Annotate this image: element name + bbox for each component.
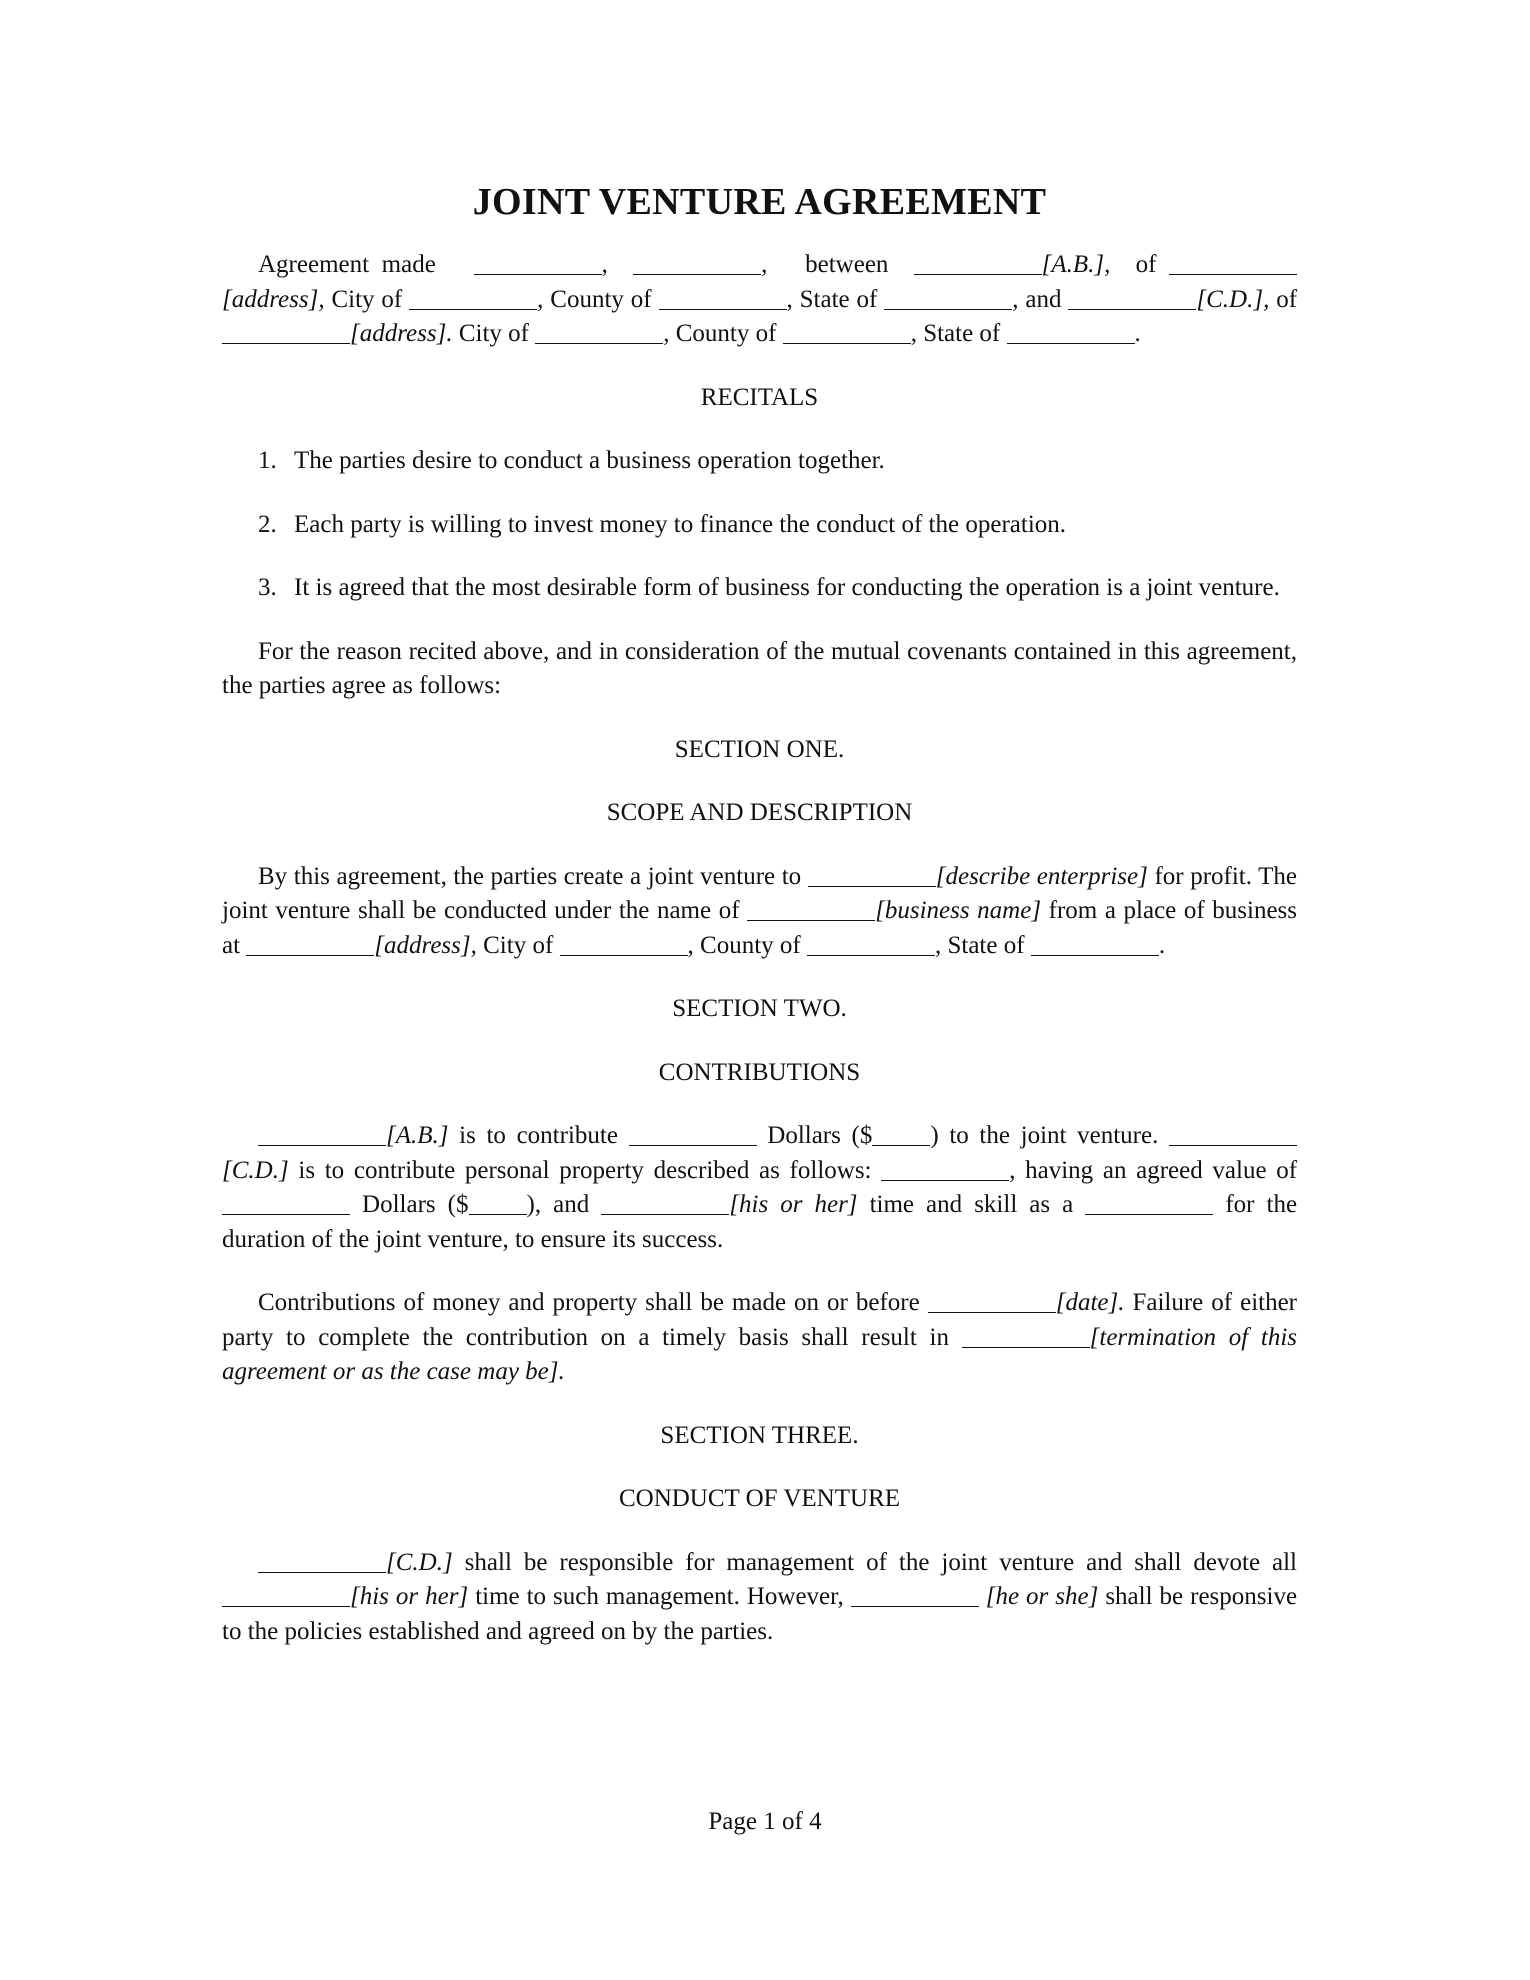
party-a-city-blank[interactable] bbox=[409, 283, 537, 310]
party-b-city-blank[interactable] bbox=[535, 317, 663, 344]
section-one-paragraph: By this agreement, the parties create a joint venture to [describe enterprise] for profit. The joint venture shall be conducted under the name of [business name] from a place of business at [address], City of , County of , State of . bbox=[222, 860, 1297, 964]
consequence-blank[interactable] bbox=[962, 1321, 1090, 1348]
property-value-number-blank[interactable] bbox=[469, 1188, 527, 1215]
section-three-paragraph: [C.D.] shall be responsible for management of the joint venture and shall devote all [his or her] time to such management. However, [he or she] shall be responsive to the policies established and agreed on by the parties. bbox=[222, 1546, 1297, 1650]
recitals-list bbox=[222, 444, 1297, 606]
role-blank[interactable] bbox=[1085, 1188, 1213, 1215]
recitals-closing: For the reason recited above, and in consideration of the mutual covenants contained in this agreement, the parties agree as follows: bbox=[222, 637, 1297, 699]
manager-pronoun-blank[interactable] bbox=[222, 1580, 350, 1607]
list-item: 3. It is agreed that the most desirable form of business for conducting the operation is a joint venture. bbox=[258, 574, 1280, 601]
section-two-number: SECTION TWO. bbox=[672, 995, 847, 1022]
section-three-title: CONDUCT OF VENTURE bbox=[618, 1485, 901, 1512]
party-a-state-blank[interactable] bbox=[884, 283, 1012, 310]
section-two-timing: Contributions of money and property shall be made on or before [date]. Failure of either party to complete the contribution on a timely basis shall result in [termination of this agreement or as the case may be]. bbox=[222, 1286, 1297, 1390]
section-three-number: SECTION THREE. bbox=[660, 1421, 859, 1449]
contribution-date-blank[interactable] bbox=[928, 1286, 1056, 1313]
property-value-words-blank[interactable] bbox=[222, 1188, 350, 1215]
document-body bbox=[222, 178, 1297, 1649]
recitals-heading: RECITALS bbox=[700, 383, 819, 411]
party-a-address-blank[interactable] bbox=[1169, 248, 1297, 275]
amount-number-blank[interactable] bbox=[872, 1119, 930, 1146]
section-two-contributions: [A.B.] is to contribute Dollars ($ ) to the joint venture. [C.D.] is to contribute personal property described as follows: , having an agreed value of Dollars ($ ), and [his or her] time and skill as a for the duration of the joint venture, to ensure its success. bbox=[222, 1119, 1297, 1257]
business-state-blank[interactable] bbox=[1031, 929, 1159, 956]
party-b-state-blank[interactable] bbox=[1007, 317, 1135, 344]
manager-blank[interactable] bbox=[258, 1546, 386, 1573]
party-a-name-blank[interactable] bbox=[258, 1119, 386, 1146]
amount-words-blank[interactable] bbox=[629, 1119, 757, 1146]
manager-subject-blank[interactable] bbox=[851, 1580, 979, 1607]
date-blank[interactable] bbox=[474, 248, 602, 275]
enterprise-blank[interactable] bbox=[808, 860, 936, 887]
pronoun-blank[interactable] bbox=[601, 1188, 729, 1215]
business-name-blank[interactable] bbox=[747, 894, 875, 921]
party-b-county-blank[interactable] bbox=[783, 317, 911, 344]
party-b-address-blank[interactable] bbox=[222, 317, 350, 344]
year-blank[interactable] bbox=[633, 248, 761, 275]
party-b-blank[interactable] bbox=[1068, 283, 1196, 310]
business-address-blank[interactable] bbox=[246, 929, 374, 956]
document-title: JOINT VENTURE AGREEMENT bbox=[472, 181, 1047, 223]
section-one-number: SECTION ONE. bbox=[674, 735, 845, 763]
business-city-blank[interactable] bbox=[560, 929, 688, 956]
section-one-title: SCOPE AND DESCRIPTION bbox=[606, 799, 913, 826]
section-two-title: CONTRIBUTIONS bbox=[658, 1058, 861, 1086]
property-description-blank[interactable] bbox=[881, 1154, 1009, 1181]
list-item: 1. The parties desire to conduct a business operation together. bbox=[258, 447, 885, 474]
party-b-name-blank[interactable] bbox=[1169, 1119, 1297, 1146]
party-a-blank[interactable] bbox=[914, 248, 1042, 275]
intro-paragraph: Agreement made , , between [A.B.], of [address], City of , County of , State of , and [C.D.], of [address]. City of , County of , State of . bbox=[222, 248, 1297, 352]
list-item: 2. Each party is willing to invest money to finance the conduct of the operation. bbox=[258, 510, 1067, 538]
page-number: Page 1 of 4 bbox=[708, 1808, 822, 1835]
business-county-blank[interactable] bbox=[807, 929, 935, 956]
party-a-county-blank[interactable] bbox=[659, 283, 787, 310]
